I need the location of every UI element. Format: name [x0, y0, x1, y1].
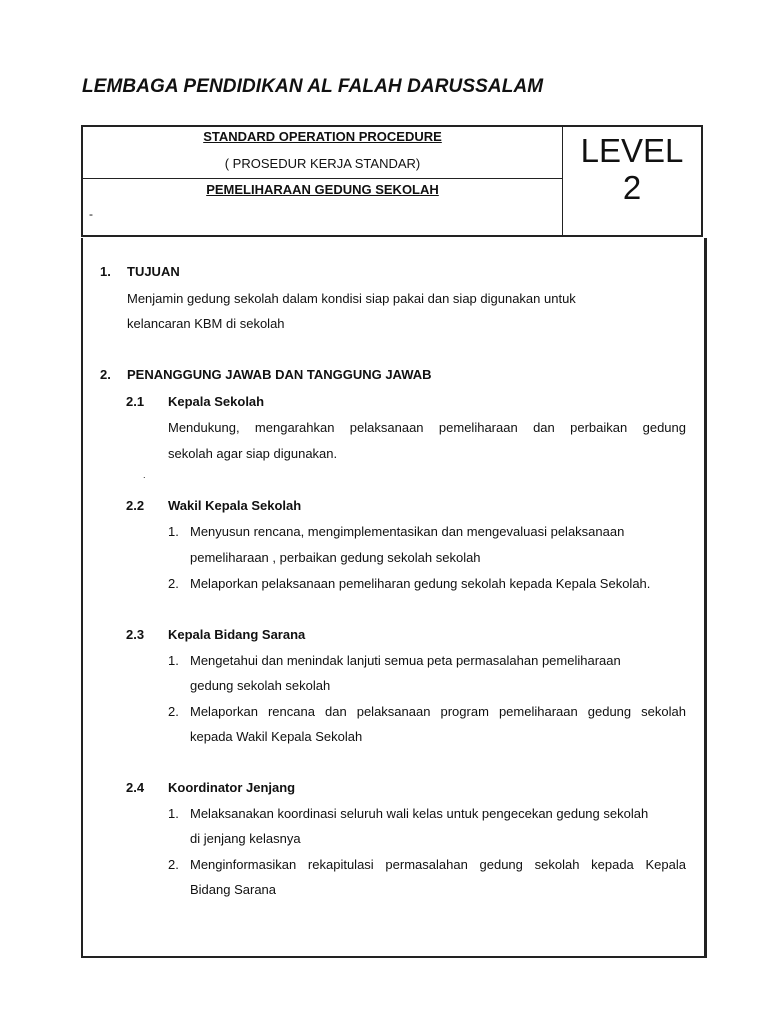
document-title: PEMELIHARAAN GEDUNG SEKOLAH [206, 182, 439, 197]
level-value: 2 [622, 169, 642, 206]
section-1-title: TUJUAN [127, 264, 180, 279]
subsection-2-3-number: 2.3 [126, 627, 145, 642]
list-item-text: di jenjang kelasnya [190, 831, 301, 846]
section-2-title: PENANGGUNG JAWAB DAN TANGGUNG JAWAB [127, 367, 432, 382]
list-item-text: gedung sekolah sekolah [190, 678, 331, 693]
subsection-2-1-text-line: Mendukung, mengarahkan pelaksanaan pemeliharaan dan perbaikan gedung [168, 420, 686, 435]
subsection-2-2-title: Wakil Kepala Sekolah [168, 498, 302, 513]
list-item-text: kepada Wakil Kepala Sekolah [190, 729, 363, 744]
list-item-text: Melaksanakan koordinasi seluruh wali kelas untuk pengecekan gedung sekolah [190, 806, 649, 821]
sop-header-table [81, 125, 703, 237]
list-item-number: 1. [168, 524, 179, 539]
sop-title: STANDARD OPERATION PROCEDURE [203, 129, 442, 144]
list-item-text: Mengetahui dan menindak lanjuti semua peta permasalahan pemeliharaan [190, 653, 621, 668]
list-item-text: Melaporkan rencana dan pelaksanaan program pemeliharaan gedung sekolah [190, 704, 686, 719]
organization-title: LEMBAGA PENDIDIKAN AL FALAH DARUSSALAM [82, 76, 544, 97]
list-item-text: pemeliharaan , perbaikan gedung sekolah sekolah [190, 550, 481, 565]
subsection-2-1-text-line: sekolah agar siap digunakan. [168, 446, 338, 461]
list-item-number: 1. [168, 653, 179, 668]
dash-mark: - [89, 207, 93, 221]
header-title-cell [83, 127, 563, 235]
list-item-text: Melaporkan pelaksanaan pemeliharan gedung sekolah kepada Kepala Sekolah. [190, 576, 651, 591]
subsection-2-4-title: Koordinator Jenjang [168, 780, 296, 795]
list-item-number: 2. [168, 576, 179, 591]
list-item-text: Menginformasikan rekapitulasi permasalahan gedung sekolah kepada Kepala [190, 857, 686, 872]
section-1-number: 1. [100, 264, 111, 279]
list-item-number: 2. [168, 857, 179, 872]
section-1-text-line: Menjamin gedung sekolah dalam kondisi siap pakai dan siap digunakan untuk [127, 291, 576, 306]
subsection-2-2-number: 2.2 [126, 498, 145, 513]
level-cell [563, 127, 701, 235]
section-2-number: 2. [100, 367, 111, 382]
sop-subtitle: ( PROSEDUR KERJA STANDAR) [224, 156, 421, 171]
list-item-text: Bidang Sarana [190, 882, 277, 897]
stray-dot: . [143, 470, 146, 480]
sop-body [81, 238, 707, 958]
subsection-2-1-title: Kepala Sekolah [168, 394, 265, 409]
header-row-sop [83, 127, 562, 179]
list-item-number: 2. [168, 704, 179, 719]
subsection-2-3-title: Kepala Bidang Sarana [168, 627, 306, 642]
subsection-2-4-number: 2.4 [126, 780, 145, 795]
subsection-2-1-number: 2.1 [126, 394, 145, 409]
section-1-text-line: kelancaran KBM di sekolah [127, 316, 285, 331]
level-label: LEVEL [580, 132, 684, 169]
list-item-number: 1. [168, 806, 179, 821]
list-item-text: Menyusun rencana, mengimplementasikan dan mengevaluasi pelaksanaan [190, 524, 625, 539]
